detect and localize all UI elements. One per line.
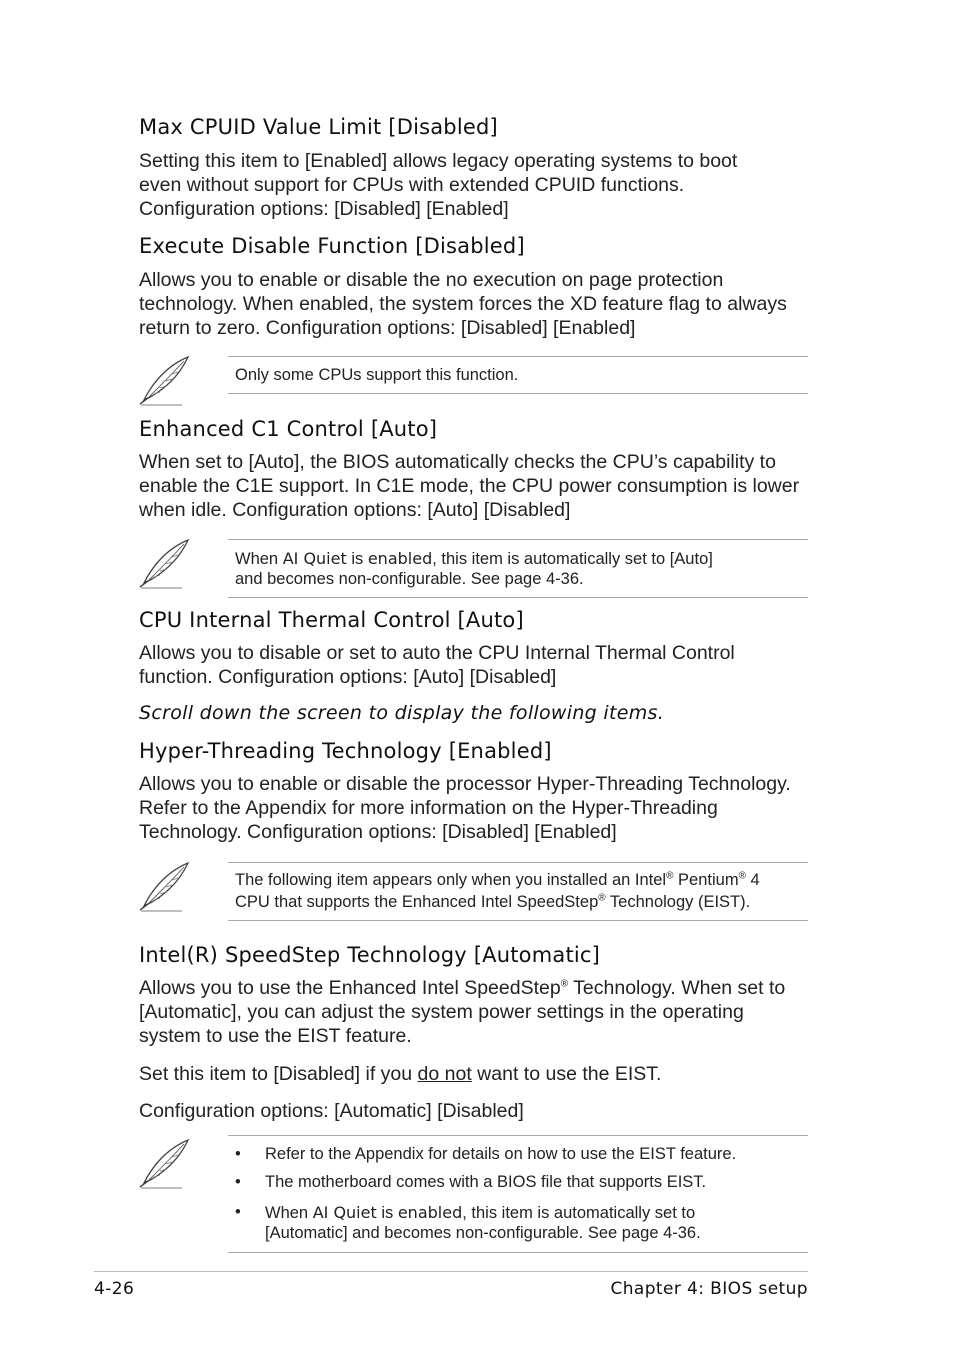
note-text <box>235 870 760 891</box>
note-box-cpu-support <box>228 356 808 394</box>
paragraph-max-cpuid <box>139 149 811 222</box>
text-part: is <box>376 1204 398 1222</box>
text-line: Refer to the Appendix for more information on the Hyper-Threading <box>139 797 718 820</box>
text-part: Technology. When set to <box>568 977 786 999</box>
heading-cpu-thermal: CPU Internal Thermal Control [Auto] <box>139 608 524 632</box>
note-is: is <box>346 550 368 568</box>
note-enabled: enabled <box>367 549 433 568</box>
feather-pen-icon <box>138 860 192 912</box>
text-part: , this item is automatically set to <box>462 1204 696 1222</box>
chapter-title: Chapter 4: BIOS setup <box>610 1279 808 1299</box>
scroll-hint: Scroll down the screen to display the following items. <box>139 702 665 724</box>
bullet-text: [Automatic] and becomes non-configurable. See page 4-36. <box>265 1224 701 1242</box>
enabled-term: enabled <box>397 1203 463 1222</box>
paragraph-hyper-threading <box>139 772 811 845</box>
ai-quiet-term: AI Quiet <box>312 1203 377 1222</box>
bullet-text <box>265 1202 695 1224</box>
text-line: Technology. Configuration options: [Disabled] [Enabled] <box>139 821 617 844</box>
heading-execute-disable: Execute Disable Function [Disabled] <box>139 234 525 258</box>
text-part: When <box>265 1204 313 1222</box>
note-box-ai-quiet <box>228 539 808 598</box>
text-line: return to zero. Configuration options: [Disabled] [Enabled] <box>139 317 636 340</box>
text-line: system to use the EIST feature. <box>139 1025 412 1048</box>
registered-mark: ® <box>738 870 746 882</box>
note-part: CPU that supports the Enhanced Intel SpeedStep <box>235 893 599 911</box>
heading-hyper-threading: Hyper-Threading Technology [Enabled] <box>139 739 552 763</box>
note-text <box>235 548 713 570</box>
note-text-line2 <box>235 892 750 913</box>
text-line: Allows you to enable or disable the no execution on page protection <box>139 269 724 291</box>
note-part: Pentium <box>673 871 739 889</box>
note-box-eist-bullets <box>228 1135 808 1253</box>
text-line: even without support for CPUs with extended CPUID functions. <box>139 174 685 197</box>
registered-mark: ® <box>598 892 606 904</box>
text-line <box>139 1062 811 1086</box>
note-part: Technology (EIST). <box>605 893 751 911</box>
page-number: 4-26 <box>94 1279 135 1299</box>
text-line: Allows you to enable or disable the processor Hyper-Threading Technology. <box>139 773 791 795</box>
text-line: [Automatic], you can adjust the system power settings in the operating <box>139 1001 744 1024</box>
bullet-text: Refer to the Appendix for details on how to use the EIST feature. <box>265 1145 737 1163</box>
note-text: Only some CPUs support this function. <box>235 366 519 384</box>
text-line: When set to [Auto], the BIOS automatically checks the CPU’s capability to <box>139 451 776 473</box>
text-line: Allows you to disable or set to auto the CPU Internal Thermal Control <box>139 642 735 664</box>
heading-speedstep: Intel(R) SpeedStep Technology [Automatic] <box>139 943 601 967</box>
text-line: technology. When enabled, the system forces the XD feature flag to always <box>139 293 787 316</box>
footer-divider <box>94 1271 808 1272</box>
text-part: want to use the EIST. <box>471 1063 662 1085</box>
paragraph-speedstep-options <box>139 1099 811 1123</box>
bullet-dot: • <box>235 1145 241 1163</box>
text-part: Allows you to use the Enhanced Intel SpeedStep <box>139 977 561 999</box>
registered-mark: ® <box>560 978 569 990</box>
bullet-text: The motherboard comes with a BIOS file that supports EIST. <box>265 1173 707 1191</box>
bullet-dot: • <box>235 1173 241 1191</box>
heading-max-cpuid: Max CPUID Value Limit [Disabled] <box>139 115 498 139</box>
feather-pen-icon <box>138 354 192 406</box>
text-part: Set this item to [Disabled] if you <box>139 1063 418 1085</box>
feather-pen-icon <box>138 1137 192 1189</box>
note-ai-quiet: AI Quiet <box>282 549 347 568</box>
paragraph-cpu-thermal <box>139 641 811 689</box>
text-line <box>139 976 811 1000</box>
paragraph-speedstep <box>139 976 811 1049</box>
text-line: Configuration options: [Automatic] [Disabled] <box>139 1100 524 1122</box>
feather-pen-icon <box>138 537 192 589</box>
note-part: The following item appears only when you installed an Intel <box>235 871 667 889</box>
heading-enhanced-c1: Enhanced C1 Control [Auto] <box>139 417 438 441</box>
note-rest: , this item is automatically set to [Auto] <box>432 550 713 568</box>
registered-mark: ® <box>666 870 674 882</box>
text-line: Configuration options: [Disabled] [Enabled] <box>139 198 509 221</box>
paragraph-enhanced-c1 <box>139 450 811 523</box>
note-box-pentium4 <box>228 862 808 921</box>
note-text-line2: and becomes non-configurable. See page 4-36. <box>235 570 584 588</box>
paragraph-speedstep-disable <box>139 1062 811 1086</box>
paragraph-execute-disable <box>139 268 811 341</box>
note-when: When <box>235 550 283 568</box>
text-line: when idle. Configuration options: [Auto] [Disabled] <box>139 499 571 522</box>
note-part: 4 <box>745 871 760 889</box>
bullet-dot: • <box>235 1203 241 1221</box>
text-line: enable the C1E support. In C1E mode, the CPU power consumption is lower <box>139 475 800 498</box>
text-line: function. Configuration options: [Auto] [Disabled] <box>139 666 557 689</box>
do-not-underlined: do not <box>417 1063 472 1085</box>
text-line: Setting this item to [Enabled] allows legacy operating systems to boot <box>139 150 738 172</box>
